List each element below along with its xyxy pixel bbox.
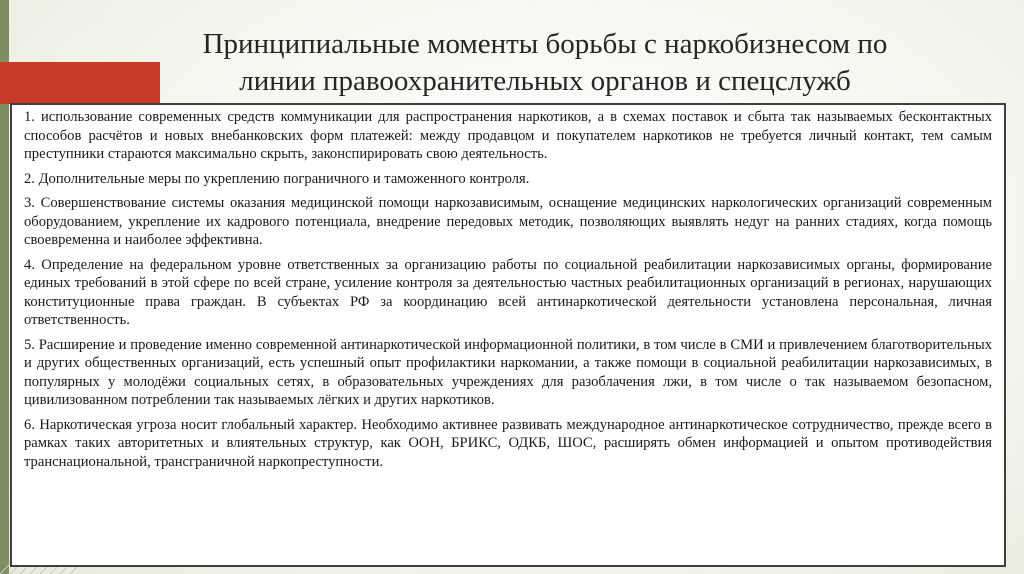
list-item: 5. Расширение и проведение именно современной антинаркотической информационной политики, в том числе в СМИ и привлечением благотворительных и других общественных организаций, есть успешный опыт профилактики наркомании, а также помощи в социальной реабилитации наркозависимых, в популярных у молодёжи социальных сетях, в образовательных учреждениях для разоблачения лжи, в том числе о так называемом безопасном, цивилизованном потреблении так называемых лёгких и других наркотиков. <box>24 336 992 408</box>
list-item: 3. Совершенствование системы оказания медицинской помощи наркозависимым, оснащение медицинских наркологических организаций современным оборудованием, укрепление их кадрового потенциала, внедрение передовых методик, позволяющих выявлять недуг на ранних стадиях, когда помощь своевременна и наиболее эффективна. <box>24 195 992 248</box>
red-accent-tab <box>0 62 160 104</box>
slide-title: Принципиальные моменты борьбы с наркобизнесом по линии правоохранительных органов и спецслужб <box>202 28 888 97</box>
list-item: 2. Дополнительные меры по укреплению пограничного и таможенного контроля. <box>24 170 530 187</box>
list-item: 1. использование современных средств коммуникации для распространения наркотиков, а в схемах поставок и сбыта так называемых бесконтактных способов расчётов и новых внебанковских форм платежей: между продавцом и покупателем наркотиков не требуется личный контакт, тем самым преступники стараются максимально скрыть, законспирировать свою деятельность. <box>24 109 992 162</box>
content-box <box>10 103 1006 567</box>
list-item: 4. Определение на федеральном уровне ответственных за организацию работы по социальной реабилитации наркозависимых органы, формирование единых требований в этой сфере по всей стране, усиление контроля за деятельностью частных реабилитационных организаций в регионах, нарушающих конституционные права граждан. В субъектах РФ за координацию всей антинаркотической деятельности установлена персональная, личная ответственность. <box>24 256 992 328</box>
list-item: 6. Наркотическая угроза носит глобальный характер. Необходимо активнее развивать международное антинаркотическое сотрудничество, прежде всего в рамках таких авторитетных и влиятельных структур, как ООН, БРИКС, ОДКБ, ШОС, расширять обмен информацией и опытом противодействия транснациональной, трансграничной наркопреступности. <box>24 416 992 470</box>
